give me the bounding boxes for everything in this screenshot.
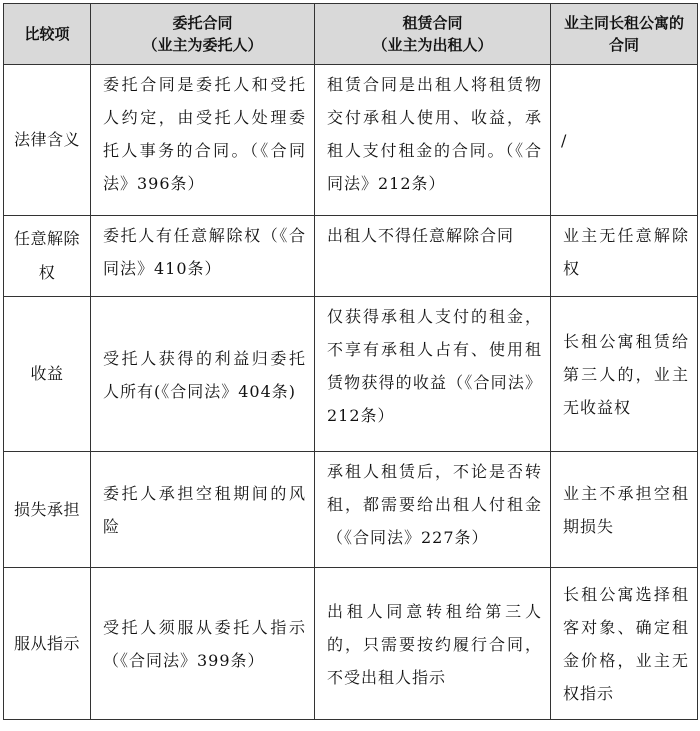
entrust-cell: 受托人获得的利益归委托人所有(《合同法》404条): [91, 297, 315, 452]
row-label: 损失承担: [4, 452, 91, 568]
entrust-cell: 委托人有任意解除权（《合同法》410条）: [91, 216, 315, 297]
apartment-cell: 长租公寓选择租客对象、确定租金价格，业主无权指示: [551, 568, 698, 720]
apartment-cell: 业主不承担空租期损失: [551, 452, 698, 568]
apartment-cell: 长租公寓租赁给第三人的，业主无收益权: [551, 297, 698, 452]
apartment-cell: /: [551, 65, 698, 216]
entrust-cell: 委托人承担空租期间的风险: [91, 452, 315, 568]
header-entrust-contract: [91, 4, 315, 65]
entrust-cell: 受托人须服从委托人指示（《合同法》399条）: [91, 568, 315, 720]
lease-cell: 承租人租赁后，不论是否转租，都需要给出租人付租金（《合同法》227条）: [315, 452, 551, 568]
table-row-income: [4, 297, 698, 452]
table-row-obey-instructions: [4, 568, 698, 720]
entrust-cell: 委托合同是委托人和受托人约定，由受托人处理委托人事务的合同。（《合同法》396条）: [91, 65, 315, 216]
lease-cell: 出租人同意转租给第三人的，只需要按约履行合同，不受出租人指示: [315, 568, 551, 720]
header-lease-subtitle: （业主为出租人）: [372, 36, 493, 54]
row-label: 任意解除权: [4, 216, 91, 297]
lease-cell: 出租人不得任意解除合同: [315, 216, 551, 297]
comparison-table: [3, 3, 698, 720]
header-comparison-item: 比较项: [4, 4, 91, 65]
apartment-cell: 业主无任意解除权: [551, 216, 698, 297]
table-row-legal-meaning: [4, 65, 698, 216]
header-lease-title: 租赁合同: [402, 14, 463, 32]
row-label: 收益: [4, 297, 91, 452]
header-entrust-title: 委托合同: [172, 14, 233, 32]
row-label: 服从指示: [4, 568, 91, 720]
table-row-termination-right: [4, 216, 698, 297]
header-apartment-contract: 业主同长租公寓的合同: [551, 4, 698, 65]
table-row-loss-bearing: [4, 452, 698, 568]
header-lease-contract: [315, 4, 551, 65]
header-row: [4, 4, 698, 65]
lease-cell: 仅获得承租人支付的租金，不享有承租人占有、使用租赁物获得的收益（《合同法》212条）: [315, 297, 551, 452]
header-entrust-subtitle: （业主为委托人）: [142, 36, 263, 54]
row-label: 法律含义: [4, 65, 91, 216]
lease-cell: 租赁合同是出租人将租赁物交付承租人使用、收益，承租人支付租金的合同。（《合同法》212条）: [315, 65, 551, 216]
